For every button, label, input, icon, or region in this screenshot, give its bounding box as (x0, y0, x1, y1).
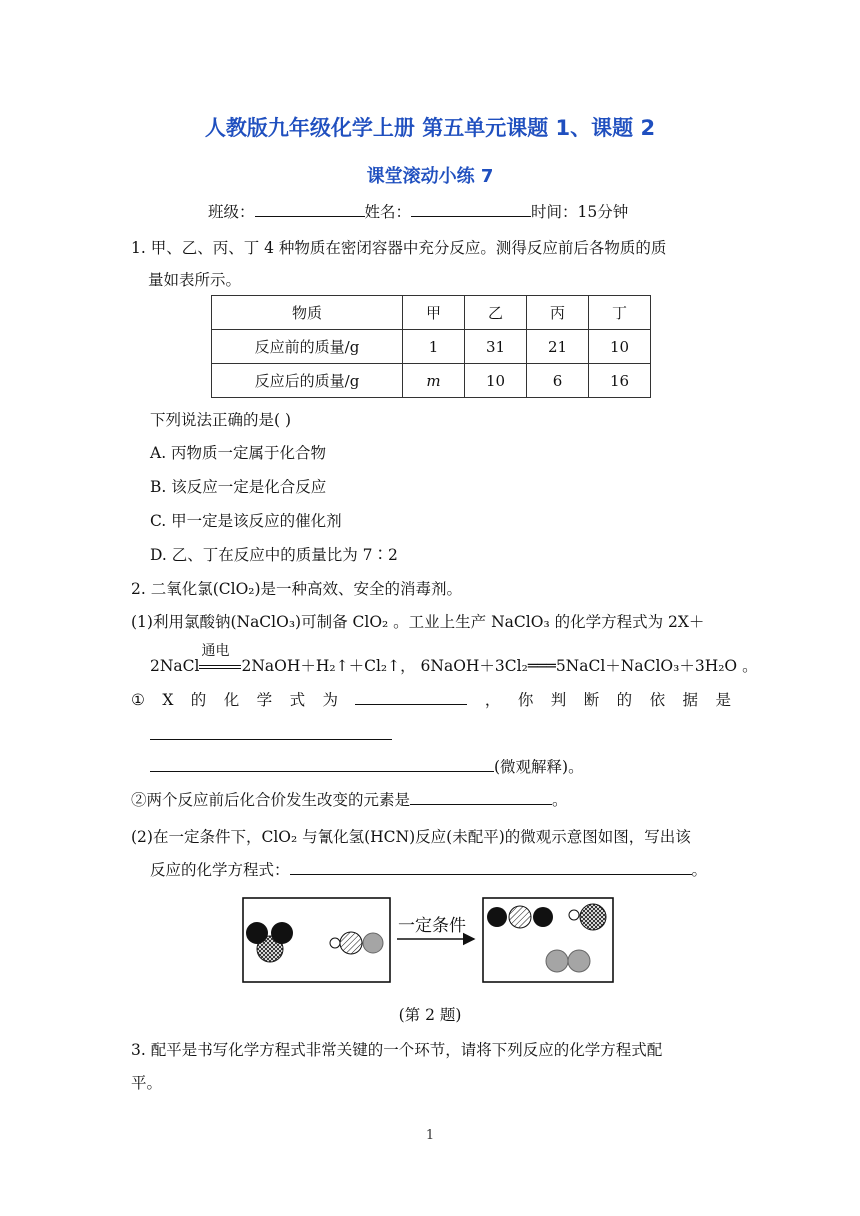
table-cell: 21 (527, 330, 589, 364)
time-label: 时间：15分钟 (531, 203, 629, 221)
equation-blank[interactable] (290, 860, 692, 875)
page-subtitle: 课堂滚动小练 7 (366, 166, 494, 187)
table-cell: 反应前的质量/g (212, 330, 403, 364)
table-header-cell: 乙 (465, 296, 527, 330)
cl-atom (487, 907, 507, 927)
mass-table (211, 295, 651, 398)
n-atom (568, 950, 590, 972)
name-label: 姓名： (364, 203, 412, 221)
q1-stem-line2: 量如表所示。 (148, 271, 242, 289)
reason-blank-1[interactable] (150, 739, 392, 740)
table-cell: 6 (527, 364, 589, 398)
page-title: 人教版九年级化学上册 第五单元课题 1、课题 2 (204, 116, 656, 140)
sub1-char: ， (484, 691, 501, 709)
table-cell: m (403, 364, 465, 398)
equation-arrow (199, 643, 241, 676)
cl-atom (533, 907, 553, 927)
micro-note: (微观解释)。 (494, 758, 584, 776)
sub2-end: 。 (552, 791, 568, 809)
q1-option-b: B. 该反应一定是化合反应 (150, 478, 327, 496)
table-header-cell: 物质 (212, 296, 403, 330)
table-cell: 1 (403, 330, 465, 364)
q3-line2: 平。 (131, 1074, 163, 1092)
figure-caption: (第 2 题) (398, 1006, 462, 1024)
table-header-cell: 丙 (527, 296, 589, 330)
x-formula-blank[interactable] (355, 690, 467, 705)
sub1-char: 学 (256, 691, 273, 709)
q2-stem: 2. 二氧化氯(ClO₂)是一种高效、安全的消毒剂。 (131, 580, 463, 598)
sub1-char: 断 (583, 691, 600, 709)
table-header-row (212, 296, 651, 330)
sub2-text: ②两个反应前后化合价发生改变的元素是 (131, 791, 411, 809)
part2-label: 反应的化学方程式： (150, 861, 290, 879)
student-info-line (208, 202, 628, 222)
q1-option-c: C. 甲一定是该反应的催化剂 (150, 512, 342, 530)
c-atom (340, 932, 362, 954)
table-row (212, 364, 651, 398)
sub1-char: X (162, 691, 174, 709)
sub1-char: ① (131, 691, 145, 709)
c-atom (509, 906, 531, 928)
sub1-char: 判 (550, 691, 567, 709)
sub1-char: 依 (649, 691, 666, 709)
q2-sub1-line (131, 690, 731, 710)
sub1-char: 的 (616, 691, 633, 709)
q3-line1: 3. 配平是书写化学方程式非常关键的一个环节，请将下列反应的化学方程式配 (131, 1041, 663, 1059)
table-cell: 10 (465, 364, 527, 398)
name-blank[interactable] (411, 202, 531, 217)
equation-right: 2NaOH＋H₂↑＋Cl₂↑， 6NaOH＋3Cl₂═══5NaCl＋NaClO₃＋3H₂O 。 (241, 657, 758, 675)
q2-equation-line (150, 643, 758, 676)
sub1-char: 为 (322, 691, 339, 709)
o-atom (257, 936, 283, 962)
q1-option-d: D. 乙、丁在反应中的质量比为 7∶2 (150, 546, 398, 564)
q2-part2-line1: (2)在一定条件下，ClO₂ 与氰化氢(HCN)反应(未配平)的微观示意图如图，写出该 (131, 828, 691, 846)
h-atom (569, 910, 579, 920)
sub1-char: 据 (682, 691, 699, 709)
table-cell: 16 (589, 364, 651, 398)
n-atom (546, 950, 568, 972)
q2-part1-line1: (1)利用氯酸钠(NaClO₃)可制备 ClO₂ 。工业上生产 NaClO₃ 的化学方程式为 2X＋ (131, 613, 705, 631)
sub1-char: 化 (223, 691, 240, 709)
arrow-label: 一定条件 (398, 916, 466, 936)
reason-line-2 (150, 757, 584, 777)
table-header-cell: 甲 (403, 296, 465, 330)
q1-prompt: 下列说法正确的是( ) (150, 411, 292, 429)
table-cell: 10 (589, 330, 651, 364)
class-label: 班级： (208, 203, 255, 221)
class-blank[interactable] (255, 202, 365, 217)
q2-sub2-line (131, 790, 568, 810)
equation-condition: 通电 (201, 643, 230, 659)
equation-left: 2NaCl (150, 657, 200, 675)
q1-stem-line1: 1. 甲、乙、丙、丁 4 种物质在密闭容器中充分反应。测得反应前后各物质的质 (131, 239, 667, 257)
sub1-char: 你 (517, 691, 534, 709)
q1-option-a: A. 丙物质一定属于化合物 (150, 444, 327, 462)
reaction-diagram (240, 895, 620, 987)
sub1-char: 式 (289, 691, 306, 709)
table-header-cell: 丁 (589, 296, 651, 330)
page-number: 1 (425, 1128, 435, 1143)
element-blank[interactable] (410, 790, 552, 805)
reason-blank-2[interactable] (150, 757, 494, 772)
q2-part2-line2 (150, 860, 707, 880)
table-row (212, 330, 651, 364)
h-atom (330, 938, 340, 948)
part2-end: 。 (691, 861, 708, 879)
o-atom (580, 904, 606, 930)
n-atom (363, 933, 383, 953)
table-cell: 31 (465, 330, 527, 364)
sub1-char: 的 (190, 691, 207, 709)
table-cell: 反应后的质量/g (212, 364, 403, 398)
sub1-char: 是 (715, 691, 731, 709)
